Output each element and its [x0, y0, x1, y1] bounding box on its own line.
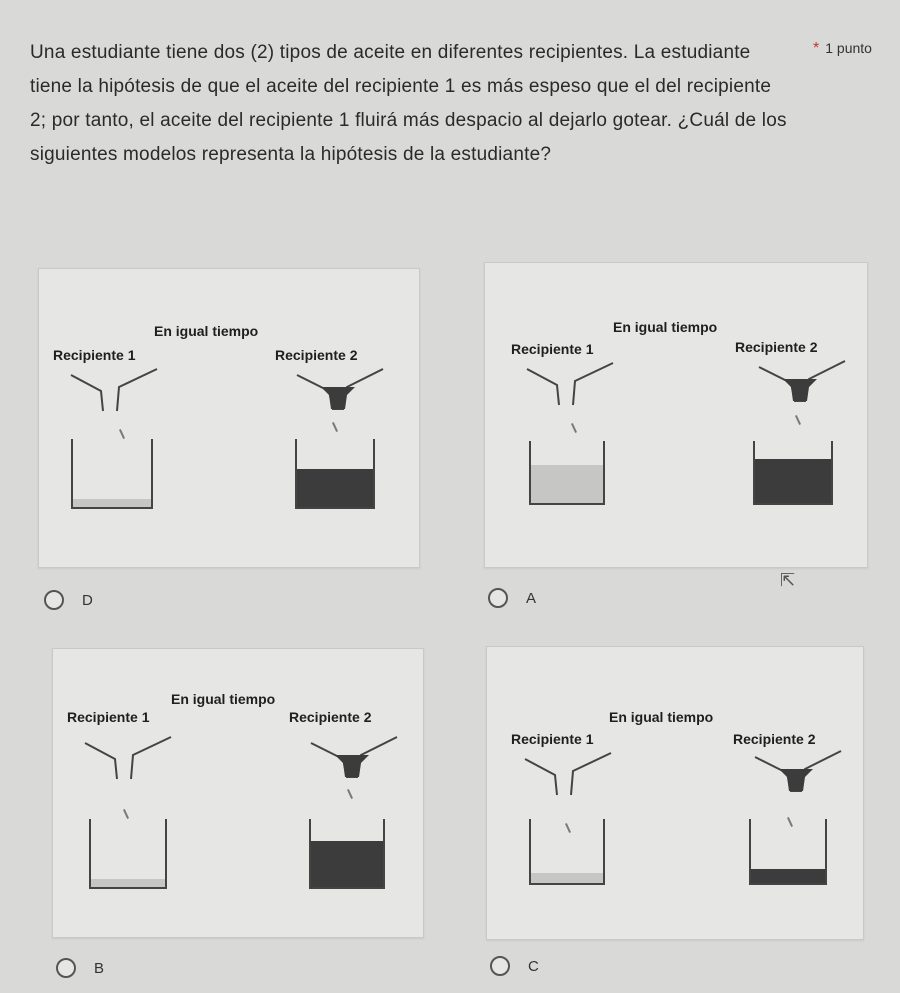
option-c-image [486, 646, 864, 940]
funnel-2-icon [309, 735, 399, 781]
option-a[interactable] [488, 588, 536, 608]
option-d-image [38, 268, 420, 568]
container-1 [71, 439, 153, 509]
option-b-radio[interactable] [56, 958, 76, 978]
option-a-radio[interactable] [488, 588, 508, 608]
drip-2 [332, 422, 338, 432]
drip-2 [347, 789, 353, 799]
recipient-1-label: Recipiente 1 [67, 709, 150, 725]
recipient-2-label: Recipiente 2 [275, 347, 358, 363]
option-d-radio[interactable] [44, 590, 64, 610]
container-2 [753, 441, 833, 505]
drip-2 [795, 415, 801, 425]
points-indicator [813, 40, 872, 58]
recipient-1-label: Recipiente 1 [511, 731, 594, 747]
recipient-1-label: Recipiente 1 [511, 341, 594, 357]
drip-1 [119, 429, 125, 439]
recipient-2-label: Recipiente 2 [733, 731, 816, 747]
mouse-cursor-icon: ⇱ [780, 570, 796, 590]
container-1 [89, 819, 167, 889]
recipient-1-label: Recipiente 1 [53, 347, 136, 363]
option-d[interactable] [44, 590, 93, 610]
option-d-label: D [82, 591, 93, 609]
container-2 [309, 819, 385, 889]
container-2 [749, 819, 827, 885]
container-1 [529, 441, 605, 505]
required-asterisk: * [813, 40, 820, 57]
funnel-1-icon [83, 735, 173, 781]
recipient-2-label: Recipiente 2 [289, 709, 372, 725]
option-b-image [52, 648, 424, 938]
drip-1 [123, 809, 129, 819]
question-text: Una estudiante tiene dos (2) tipos de aceite en diferentes recipientes. La estudiante tiene la hipótesis de que el aceite del recipiente 1 es más espeso que el del recipiente 2; por tanto, el aceite del recipiente 1 fluirá más despacio al dejarlo gotear. ¿Cuál de los siguientes modelos representa la hipótesis de la estudiante? [30, 42, 787, 165]
funnel-1-icon [523, 751, 613, 797]
diagram-title: En igual tiempo [613, 319, 718, 335]
recipient-2-label: Recipiente 2 [735, 339, 818, 355]
diagram-title: En igual tiempo [171, 691, 276, 707]
container-1 [529, 819, 605, 885]
drip-1 [571, 423, 577, 433]
funnel-1-icon [525, 361, 615, 407]
option-a-label: A [526, 589, 537, 607]
option-b-label: B [94, 959, 105, 977]
option-c-label: C [528, 957, 539, 975]
diagram-title: En igual tiempo [154, 323, 259, 339]
funnel-2-icon [295, 367, 385, 413]
funnel-2-icon [753, 749, 843, 795]
funnel-1-icon [69, 367, 159, 413]
points-label: 1 punto [825, 40, 872, 56]
option-c-radio[interactable] [490, 956, 510, 976]
funnel-2-icon [757, 359, 847, 405]
option-b[interactable] [56, 958, 104, 978]
container-2 [295, 439, 375, 509]
diagram-title: En igual tiempo [609, 709, 714, 725]
option-a-image [484, 262, 868, 568]
option-c[interactable] [490, 956, 539, 976]
